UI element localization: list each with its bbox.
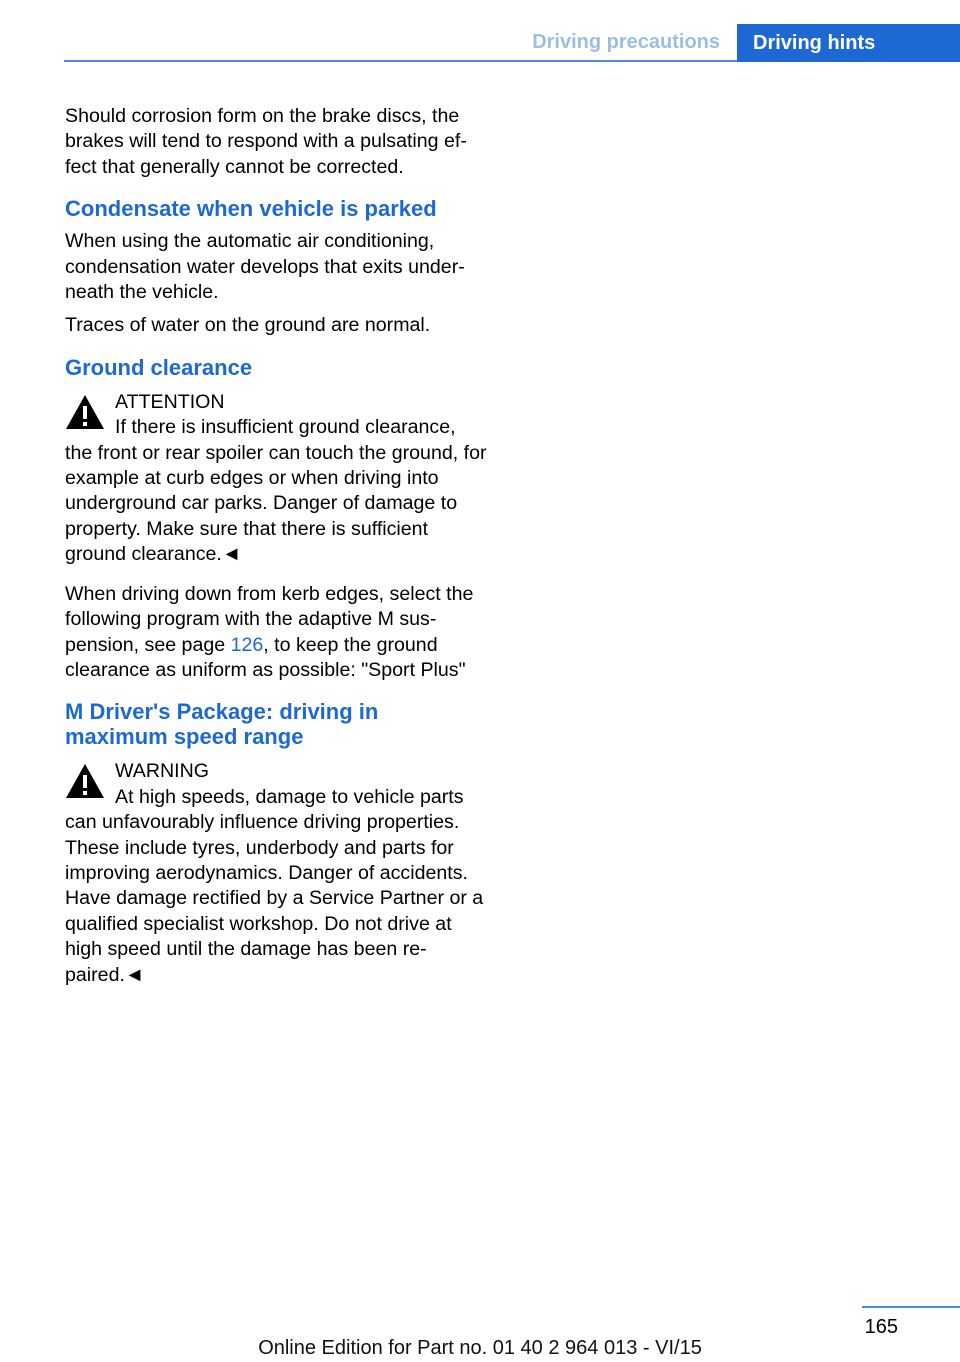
header-chapter-label: Driving hints [753,31,876,54]
attention-notice [65,390,487,568]
warning-triangle-icon [65,763,105,799]
attention-text: If there is insufficient ground clearance, the front or rear spoiler can touch the ground, for example at curb edges or when driving into underground car parks. Danger of damage to property. Make sure that there is sufficient ground clearance.◄ [65,416,487,566]
warning-text: At high speeds, damage to vehicle parts can unfavourably influence driving properties. These include tyres, underbody and parts for improving aerodynamics. Danger of accidents. Have damage rectified by a Service Partner or a qualified specialist workshop. Do not drive at high speed until the damage has been re-paired.◄ [65,785,484,986]
page-number-rule [862,1306,960,1308]
kerb-text-after: , to keep the ground clearance as uniform as possible: "Sport Plus" [65,633,466,681]
intro-paragraph: Should corrosion form on the brake discs, the brakes will tend to respond with a pulsating ef-fect that generally cannot be corrected. [65,105,467,178]
main-column [65,104,487,988]
kerb-paragraph [65,582,487,684]
attention-label: ATTENTION [115,390,225,413]
page-link[interactable]: 126 [230,633,264,656]
condensate-paragraph-1: When using the automatic air conditioning, condensation water develops that exits under-neath the vehicle. [65,230,465,304]
header-chapter-tab[interactable] [737,24,960,62]
page-number: 165 [864,1316,898,1338]
m-drivers-package-heading: M Driver's Package: driving in maximum speed range [65,699,379,750]
warning-triangle-icon [65,394,105,430]
condensate-heading: Condensate when vehicle is parked [65,196,437,222]
warning-notice [65,759,487,988]
kerb-text-before: When driving down from kerb edges, select the following program with the adaptive M sus-pension, see page [65,582,474,656]
header-section-label[interactable]: Driving precautions [532,31,720,53]
footer-edition: Online Edition for Part no. 01 40 2 964 013 - VI/15 [258,1337,702,1359]
warning-label: WARNING [115,760,209,783]
condensate-paragraph-2: Traces of water on the ground are normal. [65,314,431,337]
ground-clearance-heading: Ground clearance [65,354,253,380]
